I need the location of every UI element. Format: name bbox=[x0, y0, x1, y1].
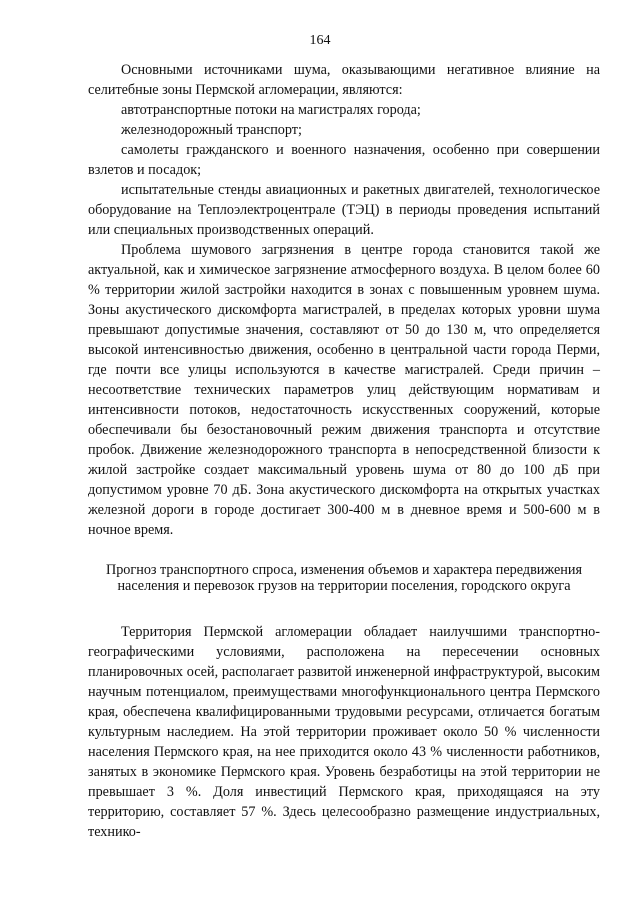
list-item-road-traffic: автотранспортные потоки на магистралях города; bbox=[121, 102, 421, 118]
document-body bbox=[88, 60, 600, 842]
list-item-test-stands: испытательные стенды авиационных и ракетных двигателей, технологическое оборудование на Теплоэлектроцентрале (ТЭЦ) в периоды проведения испытаний или специальных производственных операций. bbox=[88, 182, 600, 238]
section-heading-line-1: Прогноз транспортного спроса, изменения объемов и характера передвижения bbox=[105, 562, 583, 578]
list-item-railway: железнодорожный транспорт; bbox=[121, 122, 302, 138]
paragraph-agglomeration-territory: Территория Пермской агломерации обладает наилучшими транспортно-географическими условиями, расположена на пересечении основных планировочных осей, располагает развитой инженерной инфраструктурой, высоким научным потенциалом, преимуществами многофункционального центра Пермского края, обеспечена квалифицированными трудовыми ресурсами, отличается богатым культурным наследием. На этой территории проживает около 50 % численности населения Пермского края, на нее приходится около 43 % численности работников, занятых в экономике Пермского края. Уровень безработицы на этой территории не превышает 3 %. Доля инвестиций Пермского края, приходящаяся на эту территорию, составляет 57 %. Здесь целесообразно размещение индустриальных, технико- bbox=[88, 624, 600, 840]
section-heading-line-2: населения и перевозок грузов на территории поселения, городского округа bbox=[117, 578, 571, 594]
section-heading bbox=[88, 562, 600, 594]
page-number: 164 bbox=[309, 33, 331, 48]
paragraph-noise-sources-intro: Основными источниками шума, оказывающими негативное влияние на селитебные зоны Пермской агломерации, являются: bbox=[88, 62, 600, 98]
list-item-aircraft: самолеты гражданского и военного назначения, особенно при совершении взлетов и посадок; bbox=[88, 142, 600, 178]
paragraph-noise-problem: Проблема шумового загрязнения в центре города становится такой же актуальной, как и химическое загрязнение атмосферного воздуха. В целом более 60 % территории жилой застройки находится в зонах с повышенным уровнем шума. Зоны акустического дискомфорта магистралей, в пределах которых уровни шума превышают допустимые значения, составляют от 50 до 130 м, что определяется высокой интенсивностью движения, особенно в центральной части города Перми, где почти все улицы используются в качестве магистралей. Среди причин – несоответствие технических параметров улиц действующим нормативам и интенсивности потоков, недостаточность искусственных сооружений, которые обеспечивали бы безостановочный режим движения транспорта и отсутствие пробок. Движение железнодорожного транспорта в непосредственной близости к жилой застройке создает максимальный уровень шума от 80 до 100 дБ при допустимом уровне 70 дБ. Зона акустического дискомфорта на открытых участках железной дороги в городе достигает 300-400 м в дневное время и 500-600 м в ночное время. bbox=[88, 242, 600, 538]
